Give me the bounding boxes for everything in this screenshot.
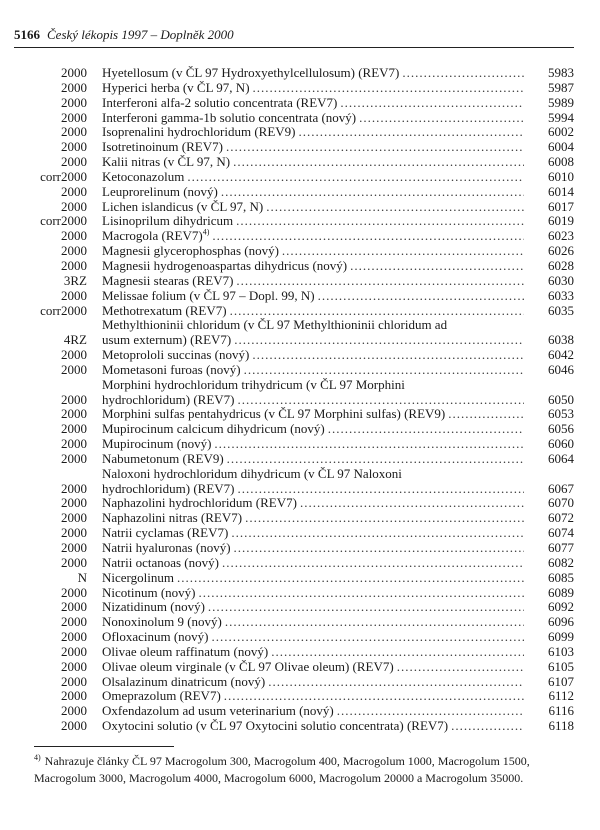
entry-name bbox=[102, 689, 526, 704]
entry-name-line: Mupirocinum calcicum dihydricum (nový) bbox=[102, 422, 325, 437]
index-entry bbox=[0, 200, 600, 215]
entry-code: 2000 bbox=[61, 718, 87, 734]
entry-name bbox=[102, 496, 526, 511]
dot-leader bbox=[299, 125, 524, 140]
entry-code: 2000 bbox=[61, 480, 87, 496]
entry-name bbox=[102, 437, 526, 452]
entry-name bbox=[102, 467, 526, 497]
entry-name-line: Oxfendazolum ad usum veterinarium (nový) bbox=[102, 704, 334, 719]
index-entry bbox=[0, 229, 600, 244]
entry-page: 6067 bbox=[548, 480, 574, 496]
dot-leader bbox=[221, 185, 524, 200]
entry-code: 2000 bbox=[61, 525, 87, 541]
index-entry bbox=[0, 259, 600, 274]
index-entry bbox=[0, 645, 600, 660]
dot-leader bbox=[318, 289, 524, 304]
entry-code: 2000 bbox=[61, 688, 87, 704]
index-entry bbox=[0, 378, 600, 408]
dot-leader bbox=[233, 155, 524, 170]
entry-code: 2000 bbox=[61, 79, 87, 95]
dot-leader bbox=[300, 496, 524, 511]
entry-page: 6026 bbox=[548, 243, 574, 259]
entry-page: 6072 bbox=[548, 510, 574, 526]
dot-leader bbox=[231, 526, 524, 541]
entry-name-line: Leuprorelinum (nový) bbox=[102, 184, 218, 199]
dot-leader bbox=[271, 645, 524, 660]
entry-page: 6042 bbox=[548, 347, 574, 363]
dot-leader bbox=[225, 615, 524, 630]
entry-code: 2000 bbox=[61, 94, 87, 110]
index-entry bbox=[0, 541, 600, 556]
entry-name-line: Nonoxinolum 9 (nový) bbox=[102, 615, 222, 630]
index-list bbox=[0, 66, 600, 734]
entry-name-line: Macrogola (REV7) bbox=[102, 229, 203, 244]
entry-name-line: Methylthioninii chloridum (v ČL 97 Methylthioninii chloridum ad bbox=[102, 318, 448, 333]
index-entry bbox=[0, 556, 600, 571]
entry-code: corr2000 bbox=[40, 302, 87, 318]
entry-code: 2000 bbox=[61, 629, 87, 645]
entry-code: 2000 bbox=[61, 198, 87, 214]
entry-page: 6116 bbox=[548, 703, 574, 719]
entry-name-line: Hyperici herba (v ČL 97, N) bbox=[102, 80, 250, 95]
entry-code: 2000 bbox=[61, 450, 87, 466]
entry-code: corr2000 bbox=[40, 168, 87, 184]
index-entry bbox=[0, 244, 600, 259]
index-entry bbox=[0, 155, 600, 170]
entry-name-line: Nabumetonum (REV9) bbox=[102, 451, 224, 466]
footnote-mark: 4) bbox=[34, 753, 41, 762]
entry-code: 2000 bbox=[61, 228, 87, 244]
entry-name-line: Lichen islandicus (v ČL 97, N) bbox=[102, 199, 264, 214]
entry-code: 2000 bbox=[61, 421, 87, 437]
entry-name bbox=[102, 185, 526, 200]
entry-name bbox=[102, 214, 526, 229]
entry-code: 2000 bbox=[61, 154, 87, 170]
entry-name bbox=[102, 675, 526, 690]
entry-page: 6074 bbox=[548, 525, 574, 541]
entry-name bbox=[102, 541, 526, 556]
entry-code: 2000 bbox=[61, 540, 87, 555]
index-entry bbox=[0, 81, 600, 96]
dot-leader bbox=[402, 66, 524, 81]
index-entry bbox=[0, 66, 600, 81]
dot-leader bbox=[397, 660, 524, 675]
entry-code: 2000 bbox=[61, 584, 87, 600]
entry-code: 2000 bbox=[61, 658, 87, 674]
index-entry bbox=[0, 526, 600, 541]
entry-name-line: Omeprazolum (REV7) bbox=[102, 689, 221, 704]
entry-name-line: Interferoni gamma-1b solutio concentrata (nový) bbox=[102, 110, 357, 125]
entry-name-line: Magnesii glycerophosphas (nový) bbox=[102, 244, 279, 259]
entry-name bbox=[102, 615, 526, 630]
entry-name-line: Nicotinum (nový) bbox=[102, 585, 196, 600]
entry-code: 2000 bbox=[61, 183, 87, 199]
dot-leader bbox=[234, 541, 524, 556]
entry-name-line: Ofloxacinum (nový) bbox=[102, 630, 209, 645]
entry-name-line: Olsalazinum dinatricum (nový) bbox=[102, 674, 266, 689]
entry-code: 2000 bbox=[61, 65, 87, 80]
entry-name bbox=[102, 556, 526, 571]
entry-page: 6077 bbox=[548, 540, 574, 555]
dot-leader bbox=[238, 482, 524, 497]
entry-page: 6105 bbox=[548, 658, 574, 674]
dot-leader bbox=[227, 452, 524, 467]
dot-leader bbox=[253, 81, 524, 96]
index-entry bbox=[0, 289, 600, 304]
entry-name bbox=[102, 304, 526, 319]
index-entry bbox=[0, 348, 600, 363]
entry-page: 6002 bbox=[548, 124, 574, 140]
entry-page: 6014 bbox=[548, 183, 574, 199]
entry-name-line: Natrii hyaluronas (nový) bbox=[102, 541, 231, 555]
entry-name-line: hydrochloridum) (REV7) bbox=[102, 480, 235, 496]
entry-name-line: Isotretinoinum (REV7) bbox=[102, 140, 223, 155]
entry-page: 6019 bbox=[548, 213, 574, 229]
entry-code: 2000 bbox=[61, 139, 87, 155]
entry-code: 2000 bbox=[61, 643, 87, 659]
entry-name-line: Nizatidinum (nový) bbox=[102, 600, 205, 615]
entry-name-line: Isoprenalini hydrochloridum (REV9) bbox=[102, 125, 296, 140]
running-header bbox=[14, 27, 586, 43]
entry-name-line: Olivae oleum virginale (v ČL 97 Olivae oleum) (REV7) bbox=[102, 659, 394, 674]
entry-name-line: Olivae oleum raffinatum (nový) bbox=[102, 644, 269, 659]
entry-page: 6046 bbox=[548, 361, 574, 377]
entry-name bbox=[102, 125, 526, 140]
entry-name-line: Natrii octanoas (nový) bbox=[102, 555, 219, 570]
entry-name-line: Nicergolinum bbox=[102, 570, 174, 585]
entry-page: 6010 bbox=[548, 168, 574, 184]
entry-code: 2000 bbox=[61, 124, 87, 140]
dot-leader bbox=[177, 571, 524, 586]
entry-name-line: Melissae folium (v ČL 97 – Dopl. 99, N) bbox=[102, 288, 315, 303]
entry-code: 2000 bbox=[61, 703, 87, 719]
dot-leader bbox=[337, 704, 524, 719]
index-entry bbox=[0, 571, 600, 586]
entry-page: 6033 bbox=[548, 287, 574, 303]
entry-code: 2000 bbox=[61, 243, 87, 259]
entry-name bbox=[102, 348, 526, 363]
entry-name-line: Naphazolini nitras (REV7) bbox=[102, 511, 243, 526]
entry-name bbox=[102, 363, 526, 378]
entry-page: 6035 bbox=[548, 302, 574, 318]
entry-code: N bbox=[77, 569, 87, 585]
entry-page: 6008 bbox=[548, 154, 574, 170]
entry-name bbox=[102, 719, 526, 734]
entry-name-line: Lisinoprilum dihydricum bbox=[102, 214, 234, 229]
entry-name bbox=[102, 407, 526, 422]
dot-leader bbox=[328, 422, 524, 437]
index-entry bbox=[0, 586, 600, 601]
entry-page: 6112 bbox=[548, 688, 574, 704]
index-entry bbox=[0, 467, 600, 497]
entry-page: 6038 bbox=[548, 332, 574, 348]
dot-leader bbox=[236, 274, 524, 289]
dot-leader bbox=[451, 719, 524, 734]
header-rule bbox=[14, 47, 574, 48]
index-entry bbox=[0, 304, 600, 319]
entry-name bbox=[102, 452, 526, 467]
entry-name-line: Natrii cyclamas (REV7) bbox=[102, 526, 229, 541]
dot-leader bbox=[212, 229, 524, 244]
entry-code: 2000 bbox=[61, 347, 87, 363]
entry-name bbox=[102, 200, 526, 215]
entry-code: 2000 bbox=[61, 406, 87, 422]
entry-name bbox=[102, 81, 526, 96]
entry-page: 6103 bbox=[548, 643, 574, 659]
dot-leader bbox=[266, 200, 524, 215]
entry-name bbox=[102, 660, 526, 675]
dot-leader bbox=[208, 600, 524, 615]
entry-page: 5989 bbox=[548, 94, 574, 110]
entry-name bbox=[102, 704, 526, 719]
entry-page: 6050 bbox=[548, 391, 574, 407]
entry-name bbox=[102, 422, 526, 437]
index-entry bbox=[0, 407, 600, 422]
index-entry bbox=[0, 125, 600, 140]
entry-code: corr2000 bbox=[40, 213, 87, 229]
entry-name-line: Morphini hydrochloridum trihydricum (v ČL 97 Morphini bbox=[102, 377, 405, 392]
index-entry bbox=[0, 437, 600, 452]
entry-name bbox=[102, 66, 526, 81]
entry-code: 2000 bbox=[61, 510, 87, 526]
dot-leader bbox=[230, 304, 524, 319]
dot-leader bbox=[226, 140, 524, 155]
entry-name bbox=[102, 630, 526, 645]
index-entry bbox=[0, 615, 600, 630]
index-entry bbox=[0, 704, 600, 719]
page-number: 5166 bbox=[14, 27, 40, 42]
entry-name-line: Methotrexatum (REV7) bbox=[102, 303, 227, 318]
entry-code: 3RZ bbox=[63, 272, 87, 288]
index-entry bbox=[0, 660, 600, 675]
entry-name bbox=[102, 259, 526, 274]
entry-name-line: usum externum) (REV7) bbox=[102, 332, 232, 348]
dot-leader bbox=[238, 393, 524, 408]
entry-name-line: Morphini sulfas pentahydricus (v ČL 97 Morphini sulfas) (REV9) bbox=[102, 407, 446, 422]
dot-leader bbox=[222, 556, 524, 571]
entry-name bbox=[102, 571, 526, 586]
entry-name-line: Magnesii stearas (REV7) bbox=[102, 273, 234, 288]
dot-leader bbox=[359, 111, 524, 126]
dot-leader bbox=[214, 437, 524, 452]
index-entry bbox=[0, 140, 600, 155]
index-entry bbox=[0, 689, 600, 704]
entry-name-line: Mometasoni furoas (nový) bbox=[102, 362, 241, 377]
entry-page: 6092 bbox=[548, 599, 574, 615]
entry-code: 2000 bbox=[61, 361, 87, 377]
entry-name bbox=[102, 600, 526, 615]
entry-name bbox=[102, 378, 526, 408]
entry-page: 6099 bbox=[548, 629, 574, 645]
entry-page: 5994 bbox=[548, 109, 574, 125]
entry-name-line: Naloxoni hydrochloridum dihydricum (v ČL 97 Naloxoni bbox=[102, 466, 402, 481]
entry-name bbox=[102, 318, 526, 348]
entry-page: 6060 bbox=[548, 436, 574, 452]
entry-name-line: Kalii nitras (v ČL 97, N) bbox=[102, 155, 231, 170]
entry-name bbox=[102, 155, 526, 170]
dot-leader bbox=[252, 348, 524, 363]
entry-code: 2000 bbox=[61, 599, 87, 615]
entry-name bbox=[102, 645, 526, 660]
entry-name-line: Metoprololi succinas (nový) bbox=[102, 348, 250, 363]
dot-leader bbox=[340, 96, 524, 111]
entry-name bbox=[102, 289, 526, 304]
running-title: Český lékopis 1997 – Doplněk 2000 bbox=[47, 27, 234, 42]
entry-page: 5987 bbox=[548, 79, 574, 95]
entry-code: 2000 bbox=[61, 257, 87, 273]
index-entry bbox=[0, 496, 600, 511]
dot-leader bbox=[244, 363, 524, 378]
dot-leader bbox=[199, 586, 524, 601]
index-entry bbox=[0, 363, 600, 378]
index-entry bbox=[0, 452, 600, 467]
entry-name bbox=[102, 274, 526, 289]
index-entry bbox=[0, 511, 600, 526]
entry-page: 5983 bbox=[548, 65, 574, 80]
index-entry bbox=[0, 630, 600, 645]
entry-page: 6089 bbox=[548, 584, 574, 600]
index-entry bbox=[0, 274, 600, 289]
entry-name-line: hydrochloridum) (REV7) bbox=[102, 391, 235, 407]
entry-page: 6107 bbox=[548, 673, 574, 689]
entry-page: 6028 bbox=[548, 257, 574, 273]
entry-name-line: Naphazolini hydrochloridum (REV7) bbox=[102, 496, 297, 511]
entry-code: 2000 bbox=[61, 109, 87, 125]
entry-page: 6085 bbox=[548, 569, 574, 585]
entry-page: 6023 bbox=[548, 228, 574, 244]
entry-name-line: Mupirocinum (nový) bbox=[102, 437, 212, 452]
entry-code: 2000 bbox=[61, 495, 87, 511]
entry-code: 4RZ bbox=[63, 332, 87, 348]
dot-leader bbox=[350, 259, 524, 274]
dot-leader bbox=[212, 630, 524, 645]
entry-name bbox=[102, 526, 526, 541]
entry-code: 2000 bbox=[61, 673, 87, 689]
entry-page: 6004 bbox=[548, 139, 574, 155]
dot-leader bbox=[448, 407, 524, 422]
entry-name bbox=[102, 170, 526, 185]
entry-code: 2000 bbox=[61, 436, 87, 452]
index-entry bbox=[0, 318, 600, 348]
entry-code: 2000 bbox=[61, 287, 87, 303]
entry-code: 2000 bbox=[61, 554, 87, 570]
entry-page: 6070 bbox=[548, 495, 574, 511]
index-entry bbox=[0, 214, 600, 229]
entry-name-line: Hyetellosum (v ČL 97 Hydroxyethylcellulosum) (REV7) bbox=[102, 66, 400, 80]
index-entry bbox=[0, 719, 600, 734]
footnote-reference: 4) bbox=[202, 229, 210, 237]
dot-leader bbox=[234, 333, 524, 348]
entry-name-line: Oxytocini solutio (v ČL 97 Oxytocini solutio concentrata) (REV7) bbox=[102, 719, 449, 734]
entry-page: 6096 bbox=[548, 614, 574, 630]
index-entry bbox=[0, 422, 600, 437]
entry-name-line: Magnesii hydrogenoaspartas dihydricus (nový) bbox=[102, 258, 348, 273]
dot-leader bbox=[282, 244, 524, 259]
footnote bbox=[34, 753, 566, 787]
entry-code: 2000 bbox=[61, 391, 87, 407]
entry-name bbox=[102, 244, 526, 259]
entry-name bbox=[102, 96, 526, 111]
entry-page: 6082 bbox=[548, 554, 574, 570]
dot-leader bbox=[187, 170, 524, 185]
index-entry bbox=[0, 96, 600, 111]
dot-leader bbox=[236, 214, 524, 229]
entry-name bbox=[102, 111, 526, 126]
entry-page: 6017 bbox=[548, 198, 574, 214]
entry-page: 6030 bbox=[548, 272, 574, 288]
entry-code: 2000 bbox=[61, 614, 87, 630]
entry-name-line: Ketoconazolum bbox=[102, 169, 185, 184]
dot-leader bbox=[268, 675, 524, 690]
entry-name bbox=[102, 140, 526, 155]
index-entry bbox=[0, 675, 600, 690]
entry-name bbox=[102, 586, 526, 601]
entry-page: 6118 bbox=[548, 718, 574, 734]
entry-name bbox=[102, 511, 526, 526]
index-entry bbox=[0, 111, 600, 126]
entry-name bbox=[102, 229, 526, 244]
entry-page: 6056 bbox=[548, 421, 574, 437]
dot-leader bbox=[245, 511, 524, 526]
dot-leader bbox=[224, 689, 524, 704]
index-entry bbox=[0, 600, 600, 615]
index-entry bbox=[0, 170, 600, 185]
footnote-text: Nahrazuje články ČL 97 Macrogolum 300, Macrogolum 400, Macrogolum 1000, Macrogolum 1500, Macrogolum 3000, Macrogolum 4000, Macrogolum 6000, Macrogolum 20000 a Macrogolum 35000. bbox=[34, 754, 530, 785]
footnote-rule bbox=[34, 746, 174, 747]
entry-page: 6053 bbox=[548, 406, 574, 422]
entry-page: 6064 bbox=[548, 450, 574, 466]
index-entry bbox=[0, 185, 600, 200]
entry-name-line: Interferoni alfa-2 solutio concentrata (REV7) bbox=[102, 95, 338, 110]
